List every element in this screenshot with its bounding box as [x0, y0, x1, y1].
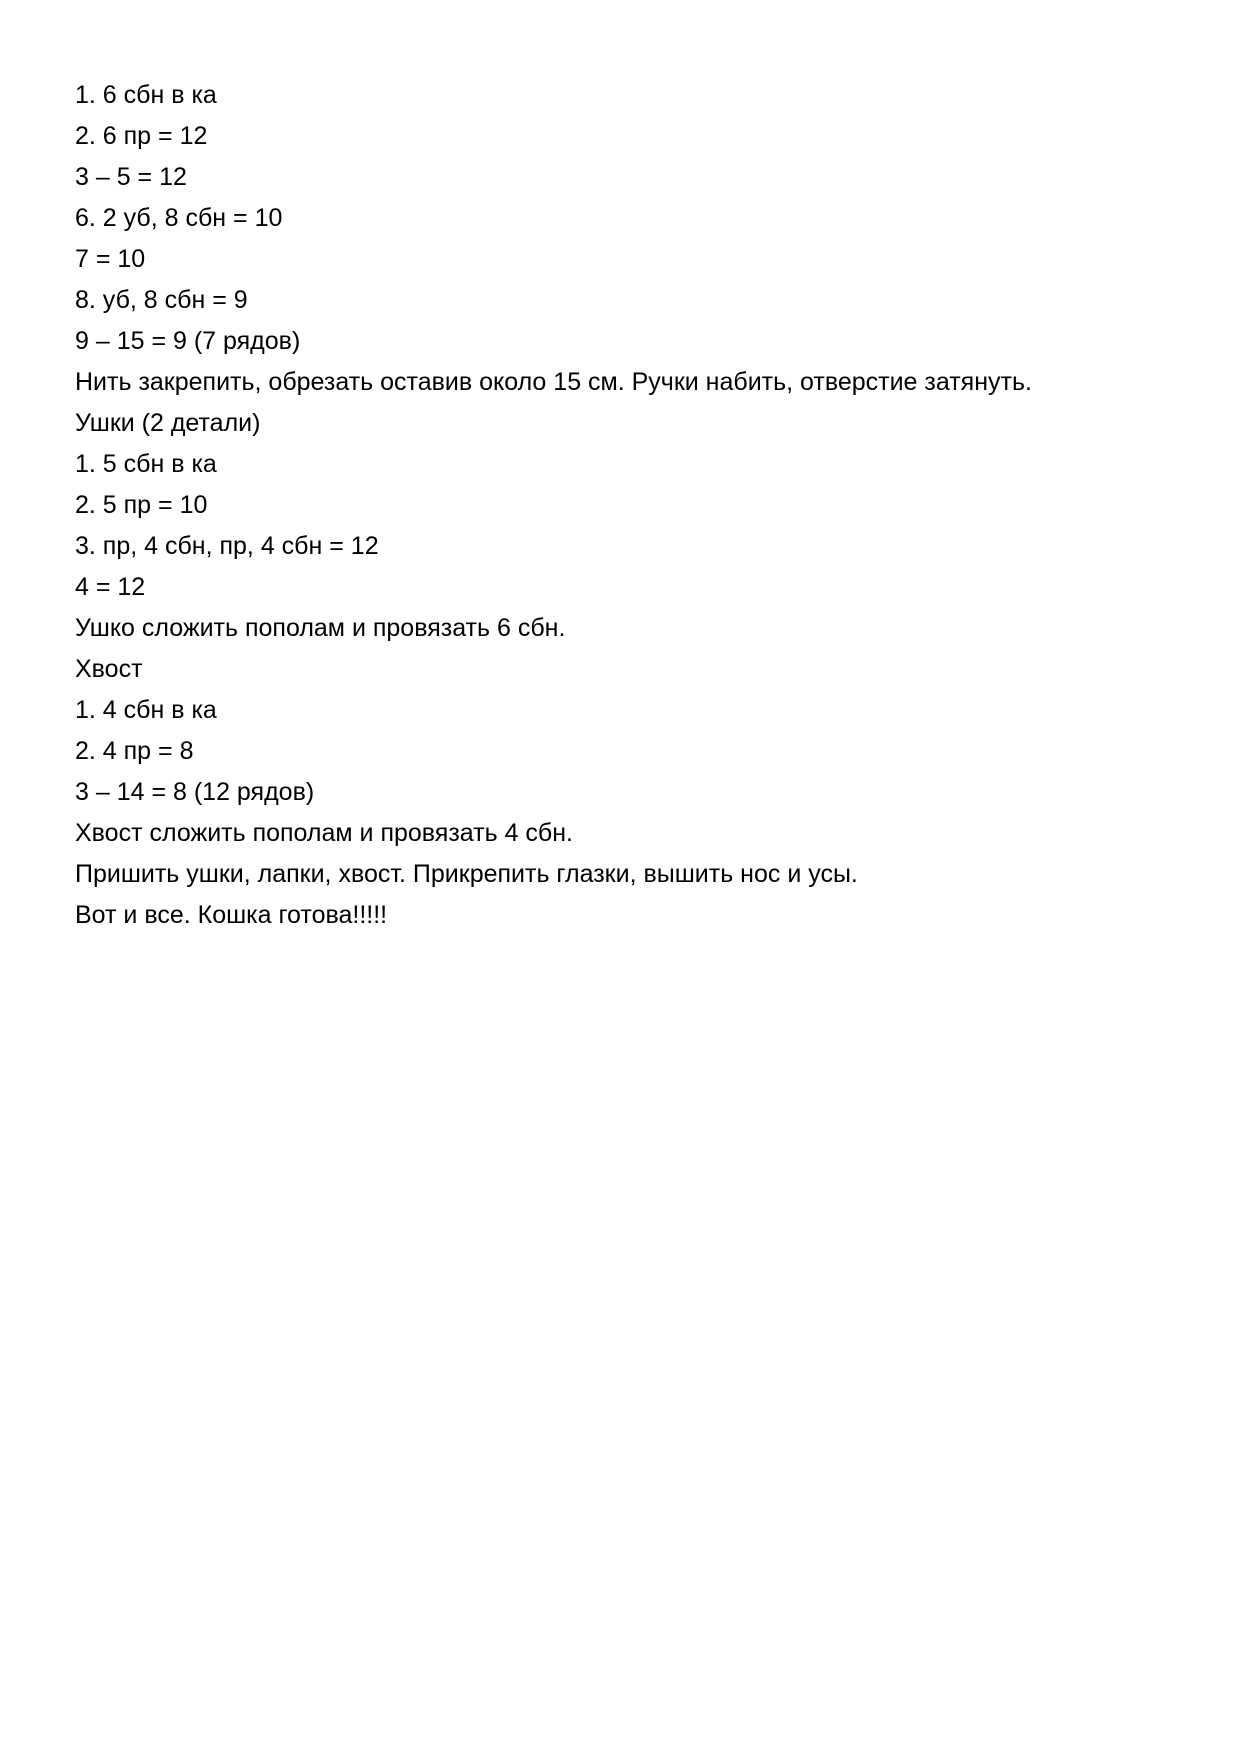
instruction-text: Ушко сложить пополам и провязать 6 сбн.: [75, 614, 566, 642]
closing-text: Вот и все. Кошка готова!!!!!: [75, 901, 388, 929]
pattern-row: 8. уб, 8 сбн = 9: [75, 286, 248, 314]
pattern-row: 3 – 14 = 8 (12 рядов): [75, 778, 315, 806]
pattern-row: 1. 6 сбн в ка: [75, 81, 217, 109]
section-heading-ears: Ушки (2 детали): [75, 409, 261, 437]
pattern-row: 3. пр, 4 сбн, пр, 4 сбн = 12: [75, 532, 379, 560]
pattern-row: 7 = 10: [75, 245, 146, 273]
instruction-text: Хвост сложить пополам и провязать 4 сбн.: [75, 819, 573, 847]
pattern-row: 1. 4 сбн в ка: [75, 696, 217, 724]
pattern-row: 3 – 5 = 12: [75, 163, 187, 191]
pattern-row: 6. 2 уб, 8 сбн = 10: [75, 204, 283, 232]
pattern-row: 9 – 15 = 9 (7 рядов): [75, 327, 301, 355]
pattern-row: 2. 6 пр = 12: [75, 122, 208, 150]
instruction-text: Пришить ушки, лапки, хвост. Прикрепить глазки, вышить нос и усы.: [75, 860, 858, 888]
pattern-row: 4 = 12: [75, 573, 146, 601]
pattern-row: 2. 5 пр = 10: [75, 491, 208, 519]
instruction-text: Нить закрепить, обрезать оставив около 15 см. Ручки набить, отверстие затянуть.: [75, 368, 1032, 396]
section-heading-tail: Хвост: [75, 655, 143, 683]
pattern-row: 2. 4 пр = 8: [75, 737, 194, 765]
pattern-row: 1. 5 сбн в ка: [75, 450, 217, 478]
document-body: [75, 75, 1175, 936]
